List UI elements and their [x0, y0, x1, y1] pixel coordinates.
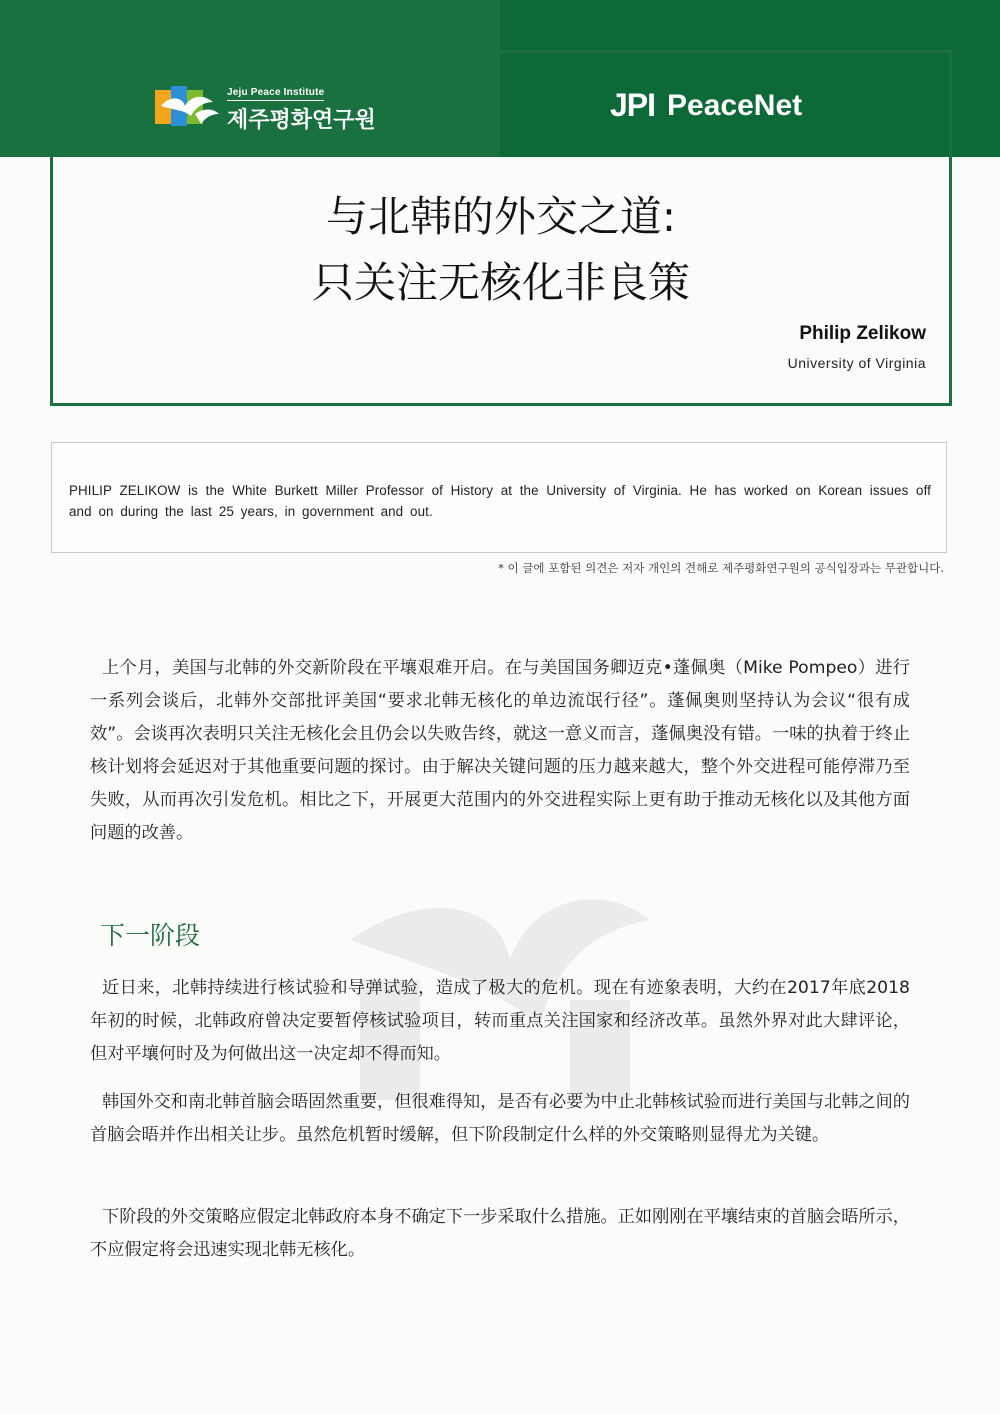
disclaimer-note: * 이 글에 포함된 의견은 저자 개인의 견해로 제주평화연구원의 공식입장과는 무관합니다. [498, 561, 944, 575]
title-line-2: 只关注无核化非良策 [311, 258, 690, 307]
peacenet-logo [610, 87, 802, 124]
author-affiliation: University of Virginia [787, 355, 926, 371]
author-bio-text: PHILIP ZELIKOW is the White Burkett Miller Professor of History at the University of Virginia. He has worked on Korean issues off and on during the last 25 years, in government and out. [69, 483, 931, 519]
body-paragraph-4: 下阶段的外交策略应假定北韩政府本身不确定下一步采取什么措施。正如刚刚在平壤结束的首脑会晤所示，不应假定将会迅速实现北韩无核化。 [90, 1207, 910, 1260]
author-name: Philip Zelikow [799, 323, 926, 344]
author-block [788, 323, 926, 371]
dove-logo-icon [155, 84, 221, 130]
title-line-1: 与北韩的外交之道: [325, 192, 677, 241]
body-paragraph-1: 上个月，美国与北韩的外交新阶段在平壤艰难开启。在与美国国务卿迈克•蓬佩奥（Mike Pompeo）进行一系列会谈后，北韩外交部批评美国“要求北韩无核化的单边流氓行径”。蓬佩奥则坚持认为会议“很有成效”。会谈再次表明只关注无核化会且仍会以失败告终，就这一意义而言，蓬佩奥没有错。一味的执着于终止核计划将会延迟对于其他重要问题的探讨。由于解决关键问题的压力越来越大，整个外交进程可能停滞乃至失败，从而再次引发危机。相比之下，开展更大范围内的外交进程实际上更有助于推动无核化以及其他方面问题的改善。 [90, 658, 910, 843]
body-paragraph-3: 韩国外交和南北韩首脑会晤固然重要，但很难得知，是否有必要为中止北韩核试验而进行美国与北韩之间的首脑会晤并作出相关让步。虽然危机暂时缓解，但下阶段制定什么样的外交策略则显得尤为关键。 [90, 1092, 910, 1145]
author-bio-box [51, 442, 947, 553]
jpi-mark: JPI [610, 87, 656, 123]
logo-korean-name: 제주평화연구원 [227, 108, 376, 133]
body-paragraph-2: 近日来，北韩持续进行核试验和导弹试验，造成了极大的危机。现在有迹象表明，大约在2017年底2018年初的时候，北韩政府曾决定要暂停核试验项目，转而重点关注国家和经济改革。虽然外界对此大肆评论，但对平壤何时及为何做出这一决定却不得而知。 [90, 978, 910, 1064]
jeju-peace-institute-logo [155, 82, 376, 132]
section-heading-next-stage: 下一阶段 [100, 921, 201, 950]
peacenet-text: PeaceNet [667, 88, 803, 122]
logo-english-name: Jeju Peace Institute [227, 87, 324, 101]
